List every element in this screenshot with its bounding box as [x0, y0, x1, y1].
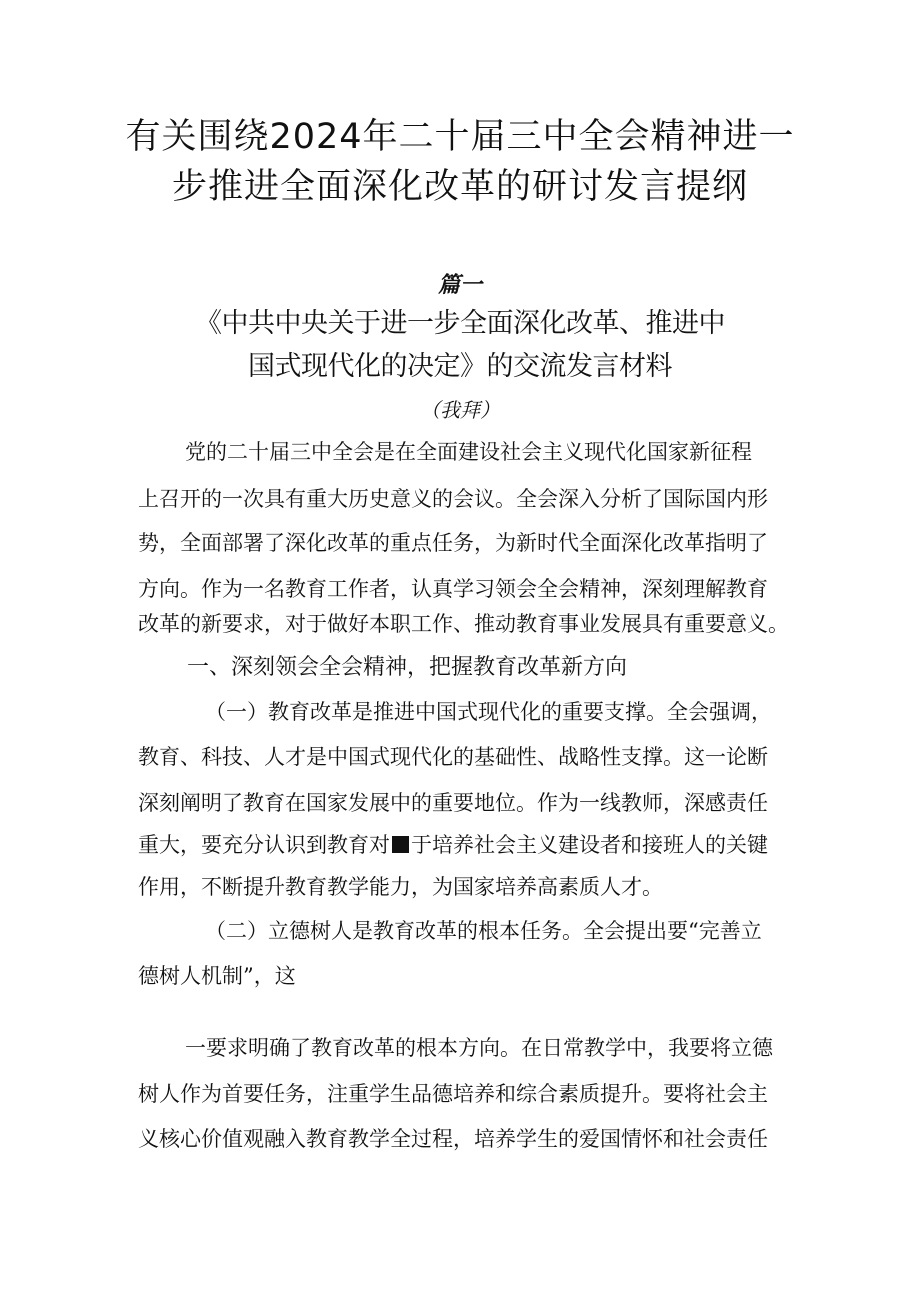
paragraph-line	[138, 829, 768, 859]
paragraph-line: （一）教育改革是推进中国式现代化的重要支撑。全会强调，	[205, 700, 772, 724]
paragraph-line: 义核心价值观融入教育教学全过程，培养学生的爱国情怀和社会责任	[138, 1127, 768, 1151]
subtitle-line-1: 《中共中央关于进一步全面深化改革、推进中	[195, 308, 725, 339]
paragraph-line: 教育、科技、人才是中国式现代化的基础性、战略性支撑。这一论断	[138, 745, 768, 769]
paragraph-line: （二）立德树人是教育改革的根本任务。全会提出要“完善立	[205, 919, 762, 943]
document-title-line-1: 有关围绕2024年二十届三中全会精神进一	[125, 117, 795, 157]
paragraph-line: 德树人机制”，这	[138, 964, 296, 988]
paragraph-line: 方向。作为一名教育工作者，认真学习领会全会精神，深刻理解教育	[138, 577, 768, 601]
paragraph-line: 党的二十届三中全会是在全面建设社会主义现代化国家新征程	[185, 440, 752, 464]
subtitle-line-2: 国式现代化的决定》的交流发言材料	[248, 351, 672, 382]
section-heading: 一、深刻领会全会精神，把握教育改革新方向	[187, 655, 628, 680]
document-title-line-2: 步推进全面深化改革的研讨发言提纲	[171, 167, 748, 207]
paragraph-line: 一要求明确了教育改革的根本方向。在日常教学中，我要将立德	[185, 1036, 773, 1060]
paragraph-line: 势，全面部署了深化改革的重点任务，为新时代全面深化改革指明了	[138, 531, 768, 555]
paragraph-line: 树人作为首要任务，注重学生品德培养和综合素质提升。要将社会主	[138, 1082, 768, 1106]
paragraph-line: 改革的新要求，对于做好本职工作、推动教育事业发展具有重要意义。	[138, 612, 789, 636]
paragraph-line: 上召开的一次具有重大历史意义的会议。全会深入分析了国际国内形	[138, 487, 768, 511]
author-line: （我拜）	[420, 398, 500, 422]
redaction-block	[392, 836, 409, 853]
section-label: 篇一	[437, 272, 482, 298]
paragraph-line: 作用，不断提升教育教学能力，为国家培养高素质人才。	[138, 875, 663, 899]
paragraph-line: 深刻阐明了教育在国家发展中的重要地位。作为一线教师，深感责任	[138, 791, 768, 815]
paragraph-text: 重大，要充分认识到教育对	[138, 833, 390, 857]
paragraph-text: 于培养社会主义建设者和接班人的关键	[411, 833, 768, 857]
